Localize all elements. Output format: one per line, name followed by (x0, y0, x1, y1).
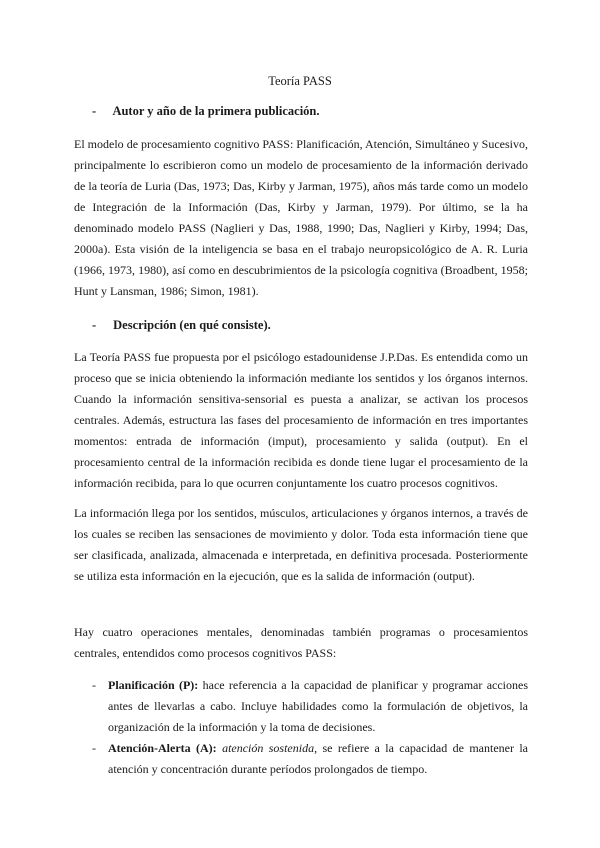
bullet-term: Atención-Alerta (A): (108, 741, 217, 755)
bullet-body: , se refiere a la capacidad de mantener la atención y concentración durante períodos prolongados de tiempo. (108, 741, 529, 776)
paragraph-description-1: La Teoría PASS fue propuesta por el psicólogo estadounidense J.P.Das. Es entendida como un proceso que se inicia obteniendo la información mediante los sentidos y los órganos internos. Cuando la información sensitiva-sensorial es puesta a analizar, se activan los procesos centrales. Además, estructura las fases del procesamiento de información en tres importantes momentos: entrada de información (imput), procesamiento y salida (output). En el procesamiento central de la información recibida es donde tiene lugar el procesamiento de la información recibida, para lo que ocurren conjuntamente los cuatro procesos cognitivos. (74, 350, 528, 490)
bullet-text (108, 675, 528, 738)
heading-text: Autor y año de la primera publicación. (112, 104, 320, 118)
bullet-term: Planificación (P): (108, 678, 199, 692)
bullet-dash: - (92, 741, 96, 755)
bullet-body: hace referencia a la capacidad de planificar y programar acciones antes de llevarlas a cabo. Incluye habilidades como la formulación de objetivos, la organización de la información y la toma de decisiones. (108, 678, 529, 734)
bullet-text (108, 738, 528, 780)
section-heading-author (92, 104, 320, 119)
bullet-dash: - (92, 678, 96, 692)
paragraph-description-2: La información llega por los sentidos, músculos, articulaciones y órganos internos, a través de los cuales se reciben las sensaciones de movimiento y dolor. Toda esta información tiene que ser clasificada, analizada, almacenada e interpretada, en definitiva procesada. Posteriormente se utiliza esta información en la ejecución, que es la salida de información (output). (74, 506, 528, 583)
document-title: Teoría PASS (268, 74, 332, 88)
paragraph-author: El modelo de procesamiento cognitivo PASS: Planificación, Atención, Simultáneo y Sucesivo, principalmente lo escribieron como un modelo de procesamiento de la información derivado de la teoría de Luria (Das, 1973; Das, Kirby y Jarman, 1975), años más tarde como un modelo de Integración de la Información (Das, Kirby y Jarman, 1979). Por último, se la ha denominado modelo PASS (Naglieri y Das, 1988, 1990; Das, Naglieri y Kirby, 1994; Das, 2000a). Esta visión de la inteligencia se basa en el trabajo neuropsicológico de A. R. Luria (1966, 1973, 1980), así como en descubrimientos de la psicología cognitiva (Broadbent, 1958; Hunt y Lansman, 1986; Simon, 1981). (74, 137, 528, 298)
bullet-italic: atención sostenida (216, 741, 315, 755)
heading-dash: - (92, 104, 97, 118)
paragraph-description-3: Hay cuatro operaciones mentales, denominadas también programas o procesamientos centrales, entendidos como procesos cognitivos PASS: (74, 625, 528, 660)
heading-text: Descripción (en qué consiste). (113, 318, 271, 332)
bullet-planificacion (92, 675, 528, 738)
bullet-atencion (92, 738, 528, 780)
section-heading-description (92, 318, 271, 333)
heading-dash: - (92, 318, 97, 332)
